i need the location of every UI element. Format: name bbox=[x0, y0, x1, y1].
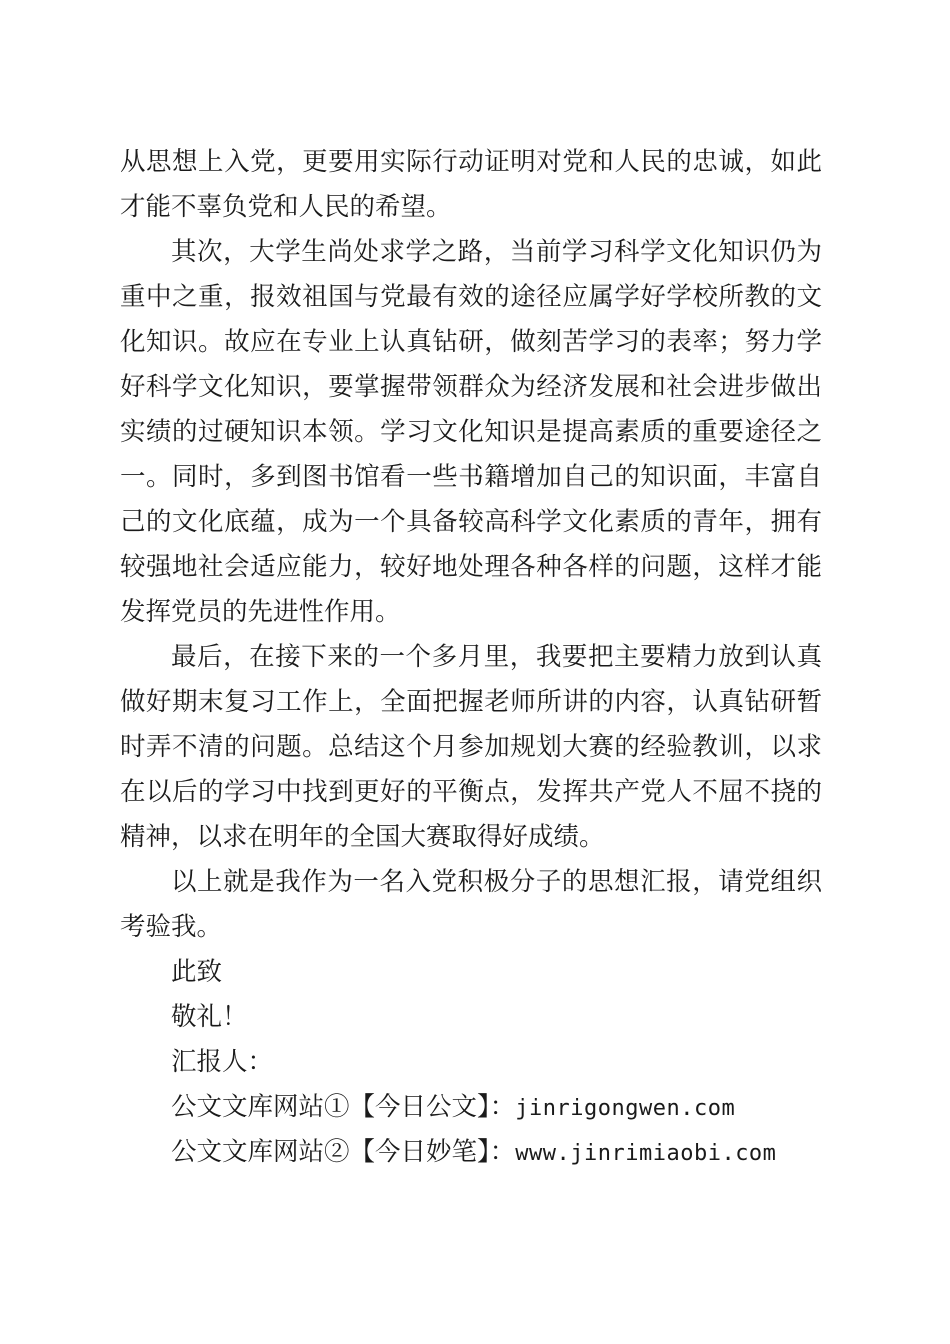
text-line: 从思想上入党，更要用实际行动证明对党和人民的忠诚，如此 bbox=[120, 147, 822, 177]
text-line: 发挥党员的先进性作用。 bbox=[120, 597, 401, 627]
text-line: 最后，在接下来的一个多月里，我要把主要精力放到认真 bbox=[171, 642, 822, 672]
text-line: 较强地社会适应能力，较好地处理各种各样的问题，这样才能 bbox=[120, 552, 822, 582]
website-url-2: www.jinrimiaobi.com bbox=[515, 1141, 777, 1166]
website-label-2: 公文文库网站②【今日妙笔】： bbox=[171, 1137, 516, 1167]
text-line: 重中之重，报效祖国与党最有效的途径应属学好学校所教的文 bbox=[120, 282, 822, 312]
paragraph-finally bbox=[120, 635, 822, 860]
respect-line: 敬礼！ bbox=[171, 1002, 248, 1032]
text-line: 己的文化底蕴，成为一个具备较高科学文化素质的青年，拥有 bbox=[120, 507, 822, 537]
text-line: 实绩的过硬知识本领。学习文化知识是提高素质的重要途径之 bbox=[120, 417, 822, 447]
text-line: 才能不辜负党和人民的希望。 bbox=[120, 192, 452, 222]
text-line: 做好期末复习工作上，全面把握老师所讲的内容，认真钻研暂 bbox=[120, 687, 822, 717]
text-line: 时弄不清的问题。总结这个月参加规划大赛的经验教训，以求 bbox=[120, 732, 822, 762]
website-label-1: 公文文库网站①【今日公文】： bbox=[171, 1092, 516, 1122]
text-line: 精神，以求在明年的全国大赛取得好成绩。 bbox=[120, 822, 605, 852]
text-line: 在以后的学习中找到更好的平衡点，发挥共产党人不屈不挠的 bbox=[120, 777, 822, 807]
text-line: 以上就是我作为一名入党积极分子的思想汇报，请党组织 bbox=[171, 867, 822, 897]
text-line: 化知识。故应在专业上认真钻研，做刻苦学习的表率；努力学 bbox=[120, 327, 822, 357]
paragraph-continuation bbox=[120, 140, 822, 230]
letter-closing bbox=[120, 950, 822, 1175]
reporter-label: 汇报人： bbox=[171, 1047, 274, 1077]
text-line: 一。同时，多到图书馆看一些书籍增加自己的知识面，丰富自 bbox=[120, 462, 822, 492]
website-line-2 bbox=[120, 1130, 822, 1175]
paragraph-secondly bbox=[120, 230, 822, 635]
website-url-1: jinrigongwen.com bbox=[515, 1096, 736, 1121]
website-line-1 bbox=[120, 1085, 822, 1130]
text-line: 好科学文化知识，要掌握带领群众为经济发展和社会进步做出 bbox=[120, 372, 822, 402]
document-page bbox=[120, 140, 822, 1175]
text-line: 考验我。 bbox=[120, 912, 223, 942]
text-line: 其次，大学生尚处求学之路，当前学习科学文化知识仍为 bbox=[171, 237, 822, 267]
salutation: 此致 bbox=[171, 957, 223, 987]
paragraph-conclusion bbox=[120, 860, 822, 950]
